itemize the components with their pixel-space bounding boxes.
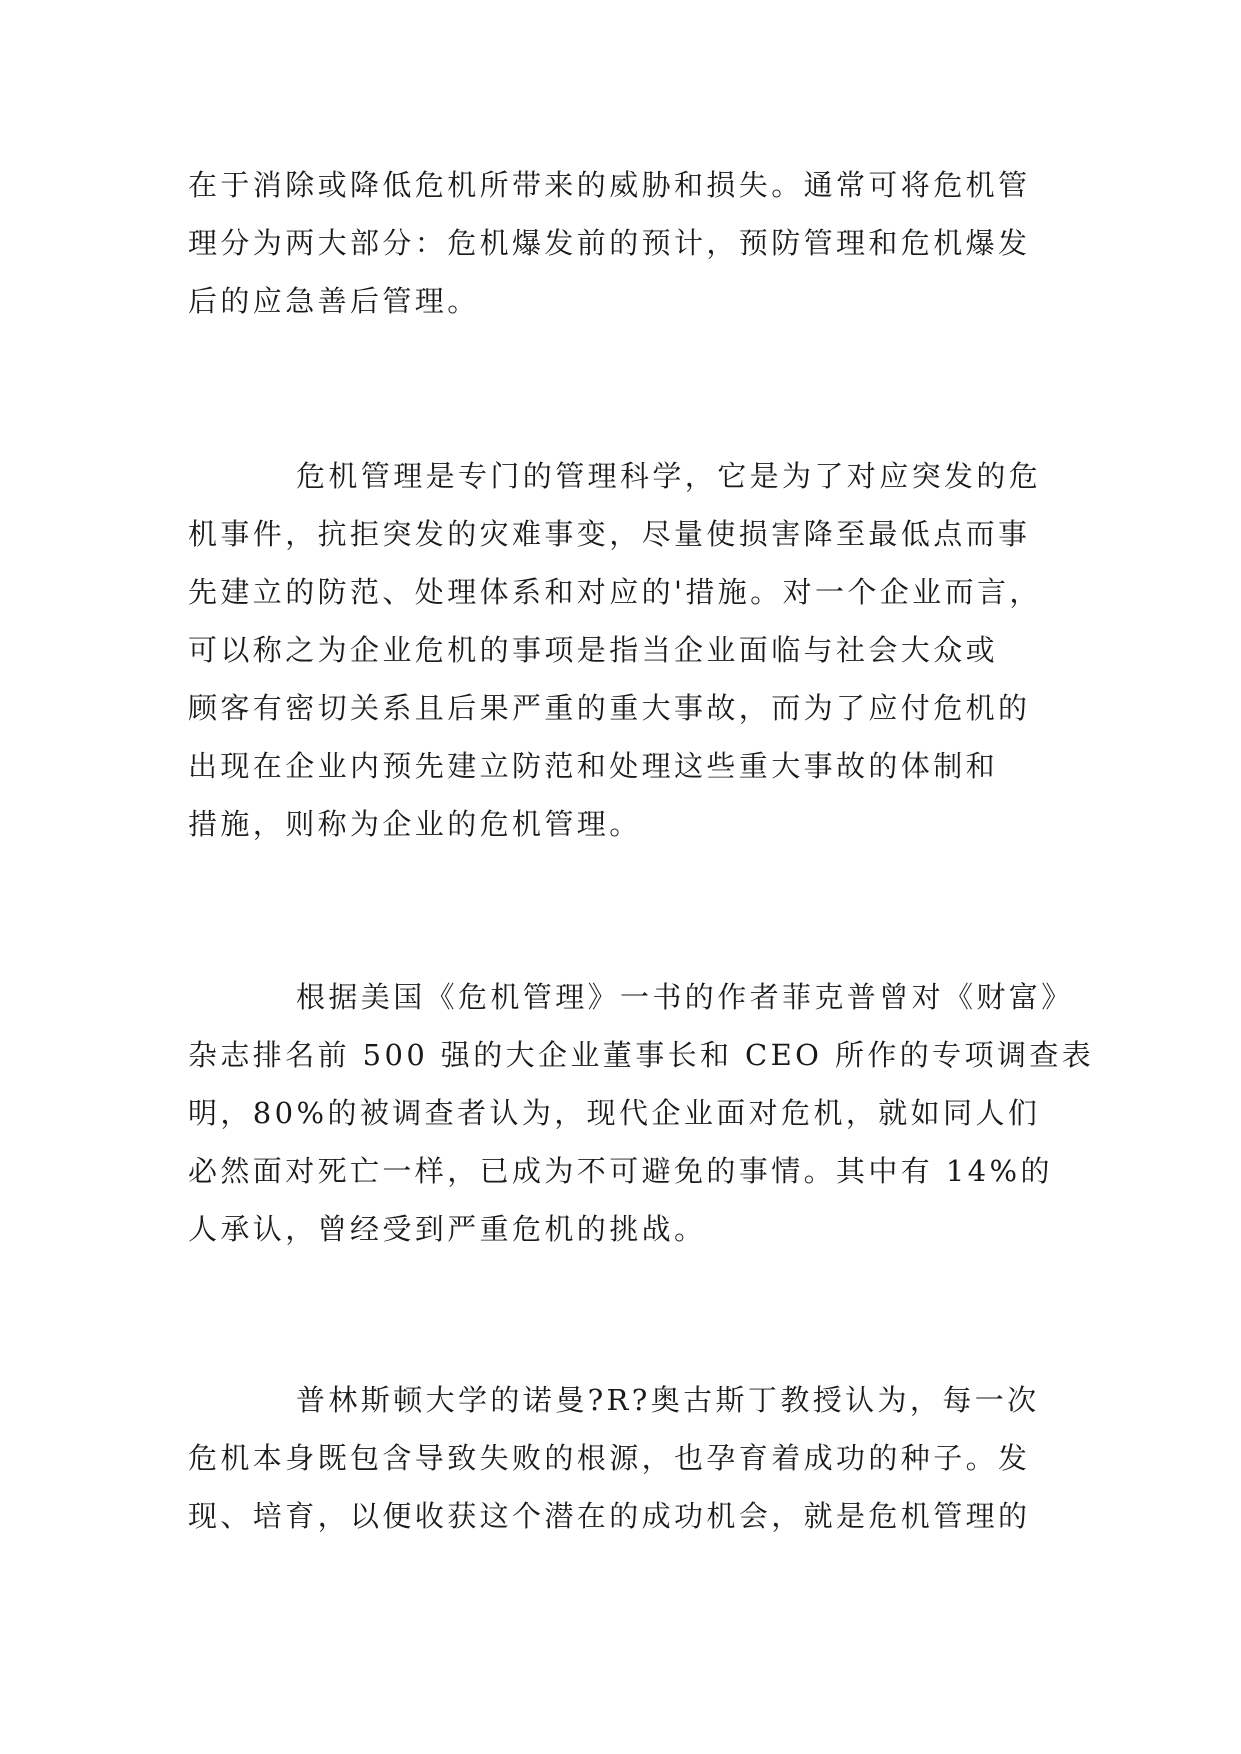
text-line: 明，80%的被调查者认为，现代企业面对危机，就如同人们: [188, 1096, 1041, 1130]
text-line: 杂志排名前 500 强的大企业董事长和 CEO 所作的专项调查表: [188, 1038, 1095, 1072]
text-line: 措施，则称为企业的危机管理。: [188, 807, 642, 841]
text-line: 根据美国《危机管理》一书的作者菲克普曾对《财富》: [296, 980, 1074, 1014]
text-line: 出现在企业内预先建立防范和处理这些重大事故的体制和: [188, 749, 999, 783]
text-line: 机事件，抗拒突发的灾难事变，尽量使损害降至最低点而事: [188, 517, 1031, 551]
paragraph: [188, 447, 1068, 853]
text-line: 危机管理是专门的管理科学，它是为了对应突发的危: [296, 459, 1042, 493]
text-line: 必然面对死亡一样，已成为不可避免的事情。其中有 14%的: [188, 1154, 1053, 1188]
text-line: 顾客有密切关系且后果严重的重大事故，而为了应付危机的: [188, 691, 1031, 725]
text-line: 在于消除或降低危机所带来的威胁和损失。通常可将危机管: [188, 168, 1031, 202]
text-line: 人承认，曾经受到严重危机的挑战。: [188, 1212, 707, 1246]
paragraph: [188, 156, 1068, 330]
paragraph: [188, 968, 1095, 1258]
text-line: 危机本身既包含导致失败的根源，也孕育着成功的种子。发: [188, 1441, 1031, 1475]
text-line: 可以称之为企业危机的事项是指当企业面临与社会大众或: [188, 633, 999, 667]
text-line: 理分为两大部分：危机爆发前的预计，预防管理和危机爆发: [188, 226, 1031, 260]
text-line: 后的应急善后管理。: [188, 284, 480, 318]
text-line: 现、培育，以便收获这个潜在的成功机会，就是危机管理的: [188, 1499, 1031, 1533]
text-line: 先建立的防范、处理体系和对应的'措施。对一个企业而言，: [188, 575, 1042, 609]
text-line: 普林斯顿大学的诺曼?R?奥古斯丁教授认为，每一次: [296, 1383, 1040, 1417]
paragraph: [188, 1371, 1068, 1545]
